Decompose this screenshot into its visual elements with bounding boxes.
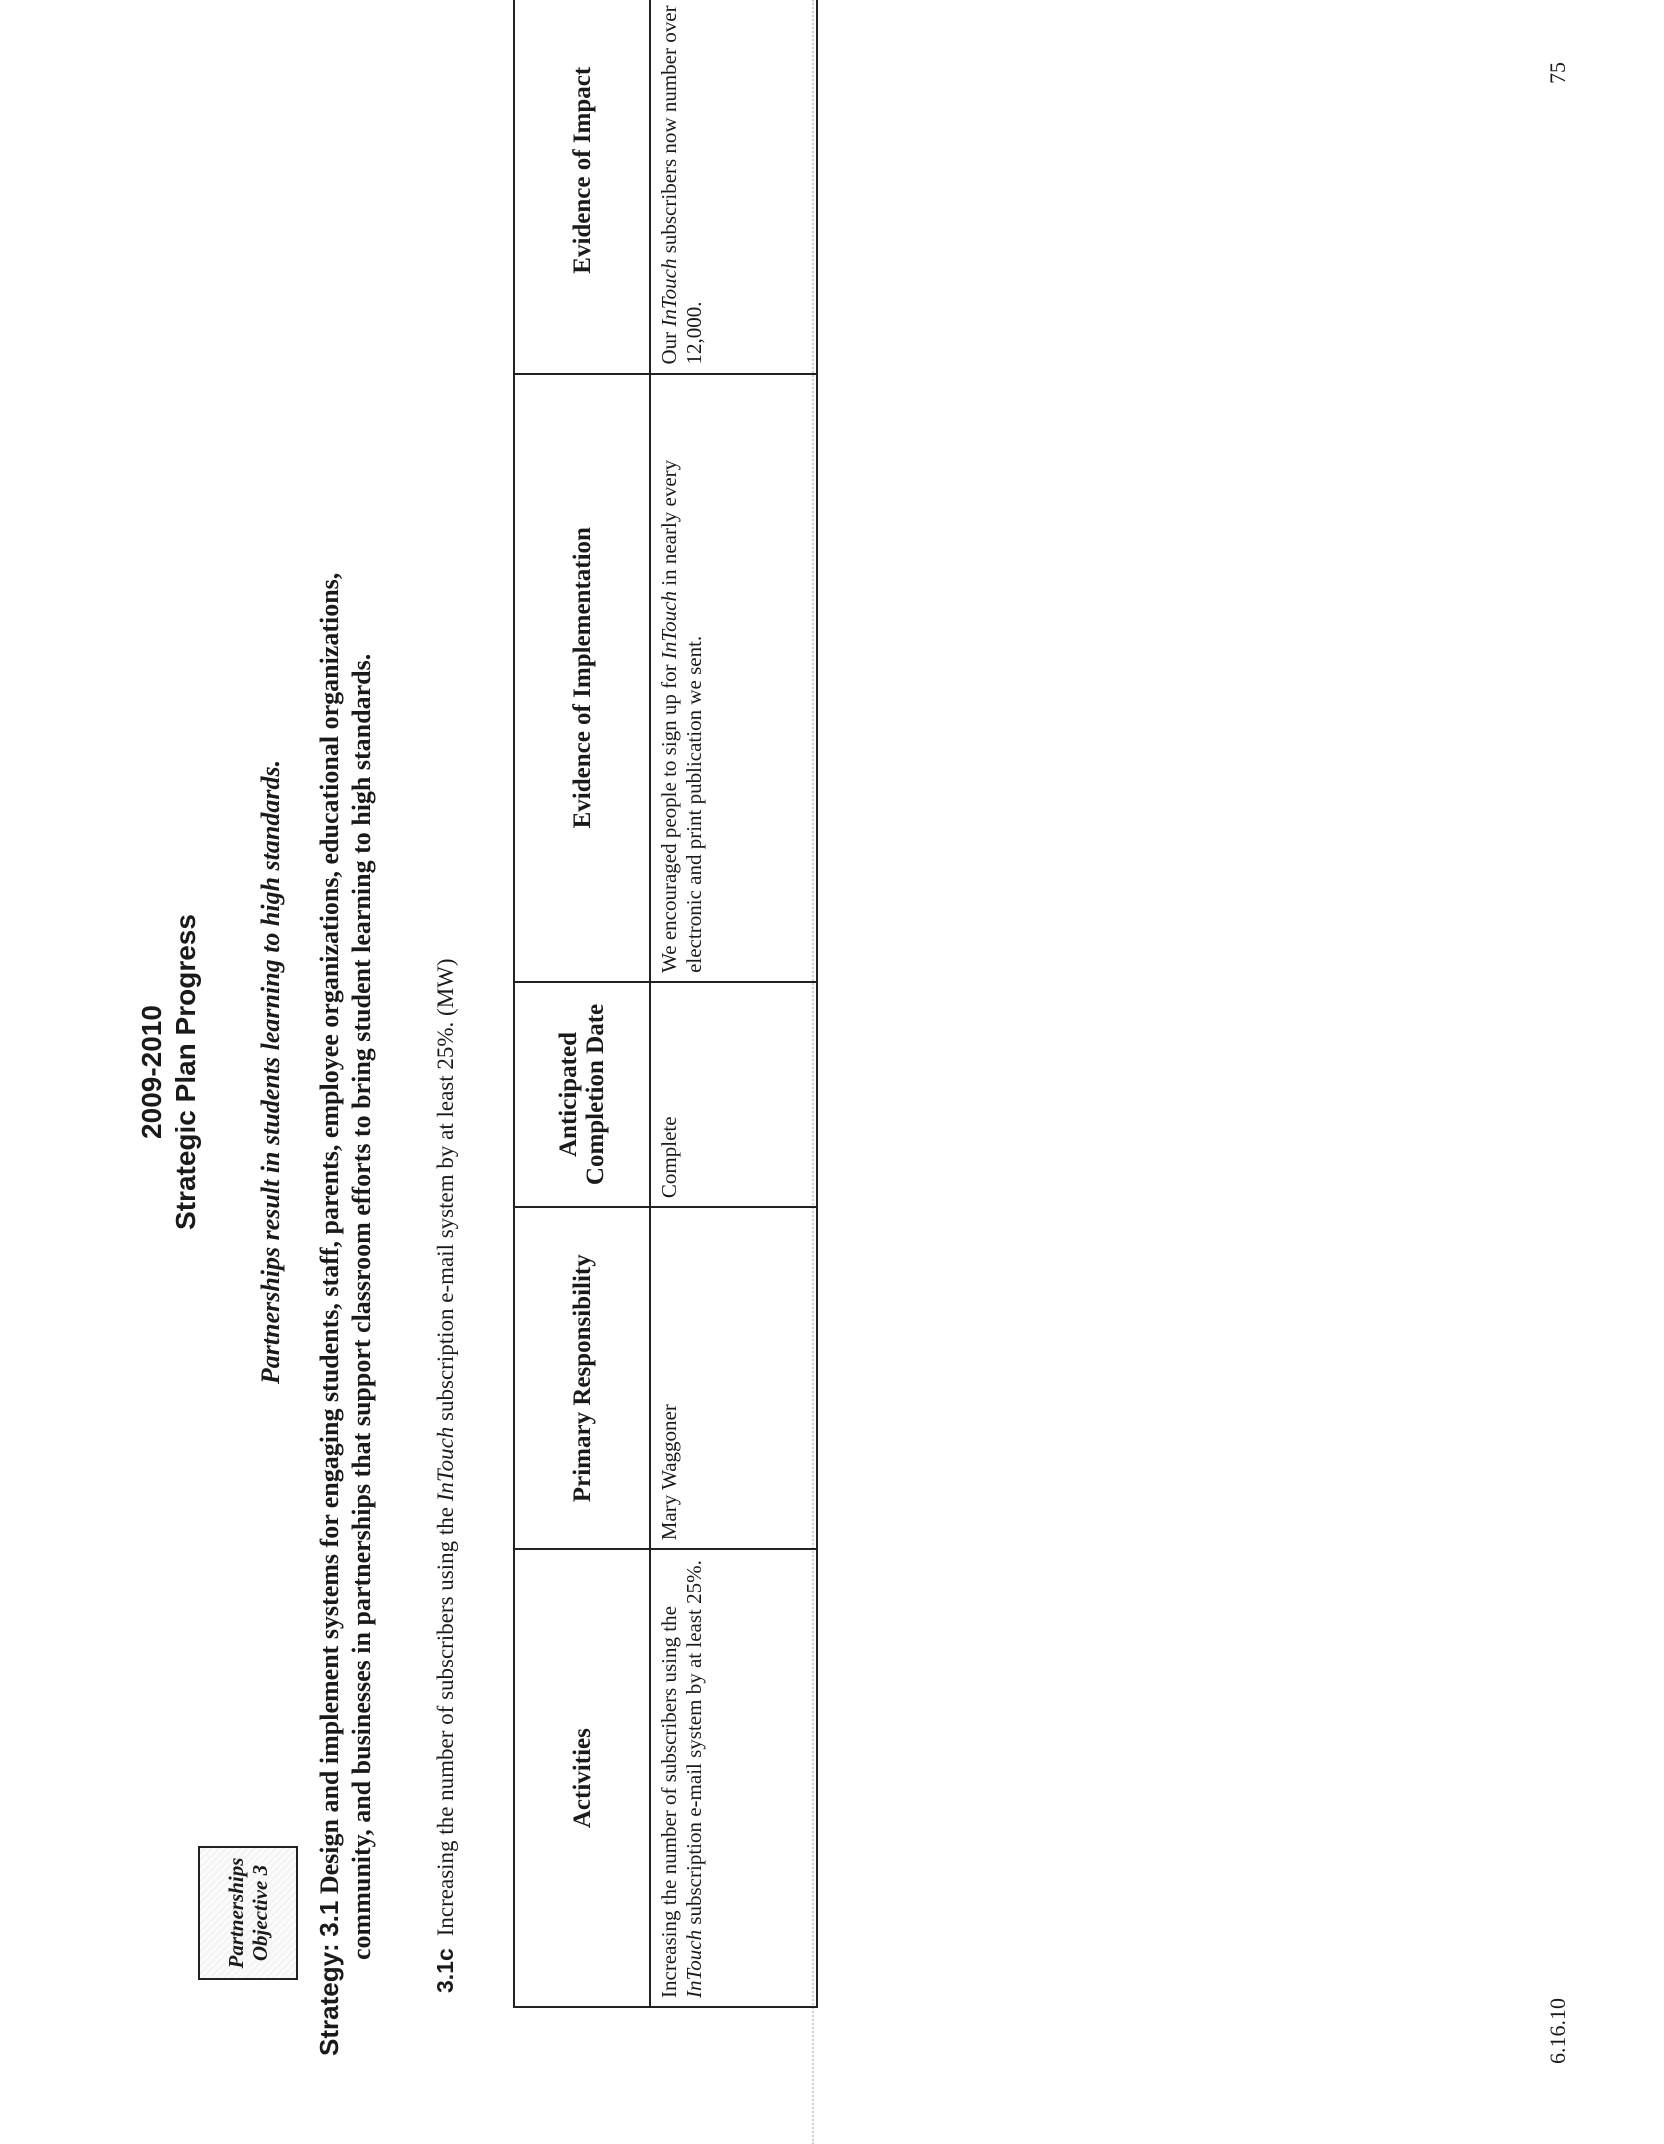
cell-impact-product: InTouch xyxy=(657,258,681,327)
column-header-evidence-of-impact: Evidence of Impact xyxy=(514,0,650,374)
cell-implementation-product: InTouch xyxy=(657,591,681,660)
strategy-text-line1: Design and implement systems for engaging students, staff, parents, employee organizations, educational organizations, xyxy=(315,572,344,1895)
sub-strategy-initials: (MW) xyxy=(433,958,458,1016)
footer-date-code: 6.16.10 xyxy=(1545,1998,1570,2064)
cell-implementation-text-after: in nearly every electronic and print publication we sent. xyxy=(657,459,706,973)
cell-primary-responsibility: Mary Waggoner xyxy=(650,1207,817,1549)
cell-implementation-text-before: We encouraged people to sign up for xyxy=(657,659,681,973)
cell-evidence-of-impact xyxy=(650,0,817,374)
column-header-completion-date: Anticipated Completion Date xyxy=(514,982,650,1207)
header-year: 2009-2010 xyxy=(136,1005,167,1139)
sub-strategy-product: InTouch xyxy=(433,1426,458,1502)
page-number: 75 xyxy=(1545,62,1570,84)
column-header-activities: Activities xyxy=(514,1549,650,2007)
cell-activities-product: InTouch xyxy=(682,1929,706,1998)
table-row xyxy=(650,0,817,2007)
sub-strategy xyxy=(432,958,459,1993)
objective-category: Partnerships xyxy=(224,1857,248,1969)
table-header-row xyxy=(514,0,650,2007)
sub-strategy-number: 3.1c xyxy=(432,1948,458,1993)
objective-number: Objective 3 xyxy=(248,1864,272,1962)
strategy-statement xyxy=(313,156,378,2056)
page-header xyxy=(135,0,203,2144)
column-header-primary-responsibility: Primary Responsibility xyxy=(514,1207,650,1549)
strategy-number: 3.1 xyxy=(314,1900,344,1937)
cell-activities-text-before: Increasing the number of subscribers using the xyxy=(657,1606,681,1998)
cell-activities-text-after: subscription e-mail system by at least 25%. xyxy=(682,1560,706,1930)
cell-completion-date: Complete xyxy=(650,982,817,1207)
cell-evidence-of-implementation xyxy=(650,374,817,982)
sub-strategy-text-after: subscription e-mail system by at least 25%. xyxy=(433,1021,458,1427)
strategy-text-line2: community, and businesses in partnerships that support classroom efforts to bring student learning to high standards. xyxy=(347,653,376,1960)
cell-impact-text-before: Our xyxy=(657,326,681,365)
cell-activities xyxy=(650,1549,817,2007)
cell-impact-text-after: subscribers now number over 12,000. xyxy=(657,5,706,365)
goal-statement: Partnerships result in students learning to high standards. xyxy=(256,759,285,1385)
column-header-evidence-of-implementation: Evidence of Implementation xyxy=(514,374,650,982)
page-title: Strategic Plan Progress xyxy=(170,914,201,1230)
strategy-label: Strategy: xyxy=(314,1943,344,2056)
progress-table xyxy=(513,0,818,2008)
sub-strategy-text-before: Increasing the number of subscribers using the xyxy=(433,1501,458,1937)
